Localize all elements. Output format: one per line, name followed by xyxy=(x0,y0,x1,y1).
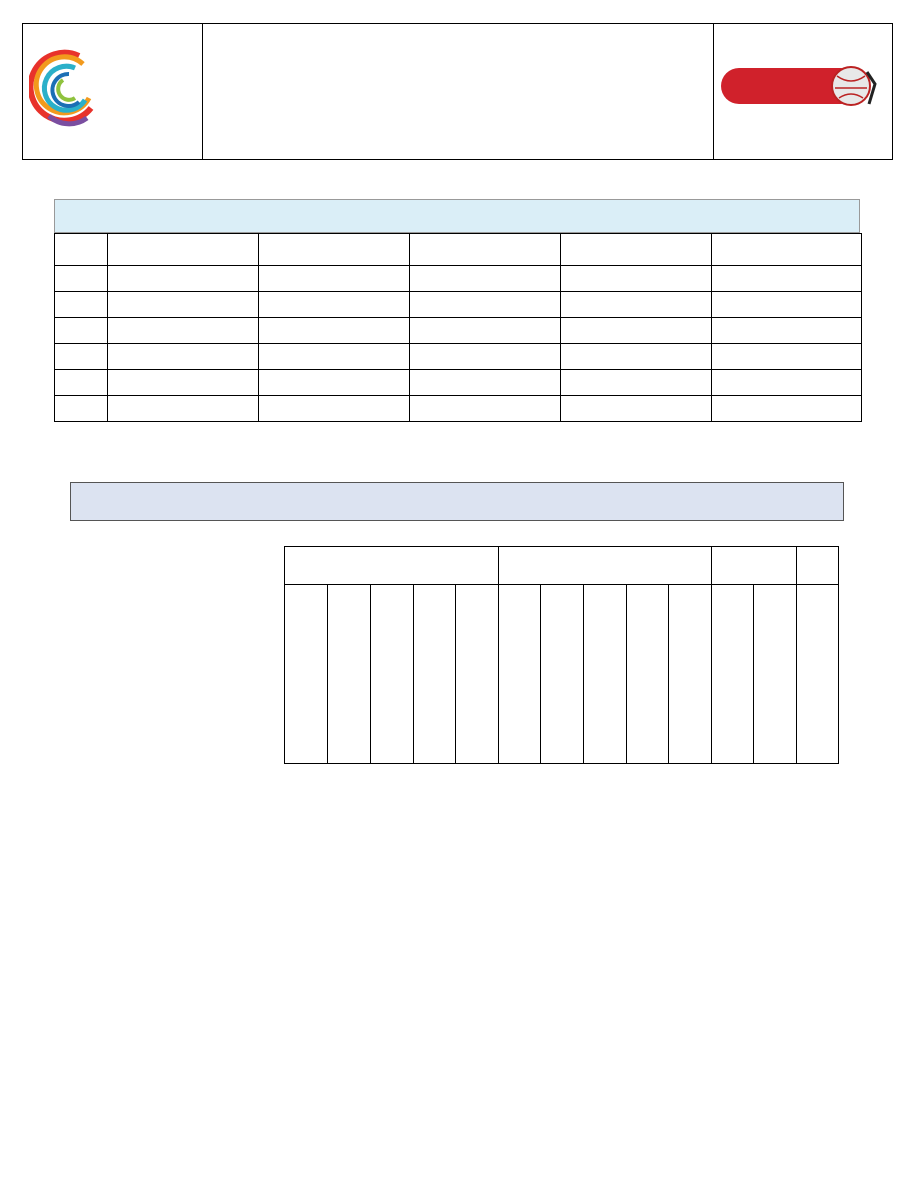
cell-total xyxy=(712,292,862,318)
cell-or xyxy=(259,318,410,344)
cell-argent xyxy=(410,266,561,292)
cell-total xyxy=(712,266,862,292)
column-header xyxy=(540,585,583,764)
medal-table-row xyxy=(55,292,862,318)
col-header-argent xyxy=(410,234,561,266)
col-header-bronze xyxy=(561,234,712,266)
msb-logo-icon xyxy=(719,64,881,122)
column-header xyxy=(668,585,711,764)
cell-rank xyxy=(55,266,108,292)
blank-cell xyxy=(77,547,284,585)
col-header-total xyxy=(712,234,862,266)
column-header xyxy=(583,585,626,764)
cell-rank xyxy=(55,292,108,318)
cell-or xyxy=(259,292,410,318)
medal-table-row xyxy=(55,396,862,422)
col-header-nations xyxy=(108,234,259,266)
medal-table-row xyxy=(55,266,862,292)
cell-bronze xyxy=(561,266,712,292)
cell-argent xyxy=(410,292,561,318)
header-title-cell xyxy=(203,24,714,159)
column-header xyxy=(284,585,327,764)
cell-bronze xyxy=(561,292,712,318)
cell-argent xyxy=(410,396,561,422)
cell-nation xyxy=(108,266,259,292)
cell-bronze xyxy=(561,318,712,344)
group-header-blank xyxy=(796,547,838,585)
medal-table xyxy=(54,233,862,422)
msb-logo-cell xyxy=(714,24,892,159)
column-header xyxy=(796,585,838,764)
medal-table-row xyxy=(55,370,862,396)
cell-or xyxy=(259,396,410,422)
cell-total xyxy=(712,318,862,344)
column-header xyxy=(370,585,413,764)
cell-bronze xyxy=(561,396,712,422)
cell-total xyxy=(712,344,862,370)
column-header xyxy=(413,585,455,764)
col-header-or xyxy=(259,234,410,266)
cell-rank xyxy=(55,396,108,422)
cell-nation xyxy=(108,318,259,344)
group-header-under18 xyxy=(284,547,498,585)
column-header xyxy=(327,585,370,764)
cell-argent xyxy=(410,344,561,370)
medal-table-row xyxy=(55,318,862,344)
cell-argent xyxy=(410,370,561,396)
medal-table-header-row xyxy=(55,234,862,266)
column-header xyxy=(711,585,753,764)
medal-table-row xyxy=(55,344,862,370)
cell-nation xyxy=(108,344,259,370)
cell-nation xyxy=(108,396,259,422)
cell-or xyxy=(259,266,410,292)
cell-rank xyxy=(55,344,108,370)
col-header-cl xyxy=(55,234,108,266)
cell-rank xyxy=(55,370,108,396)
ranking-group-row xyxy=(77,547,838,585)
fib-emblem-icon xyxy=(29,46,101,136)
cell-total xyxy=(712,370,862,396)
document-header xyxy=(22,23,893,160)
cell-or xyxy=(259,370,410,396)
cell-bronze xyxy=(561,344,712,370)
ranking-table xyxy=(77,546,839,764)
ranking-column-row xyxy=(77,585,838,764)
cell-total xyxy=(712,396,862,422)
group-header-seniors xyxy=(711,547,796,585)
column-header xyxy=(498,585,540,764)
cell-nation xyxy=(108,292,259,318)
group-header-under23 xyxy=(498,547,711,585)
medal-table-title xyxy=(54,199,860,233)
blank-cell xyxy=(77,585,284,764)
column-header xyxy=(753,585,796,764)
ranking-title xyxy=(70,482,844,521)
cell-argent xyxy=(410,318,561,344)
cell-bronze xyxy=(561,370,712,396)
column-header xyxy=(455,585,498,764)
cell-or xyxy=(259,344,410,370)
cell-nation xyxy=(108,370,259,396)
fib-logo-cell xyxy=(23,24,203,159)
column-header xyxy=(626,585,668,764)
cell-rank xyxy=(55,318,108,344)
medal-table-body xyxy=(55,266,862,422)
